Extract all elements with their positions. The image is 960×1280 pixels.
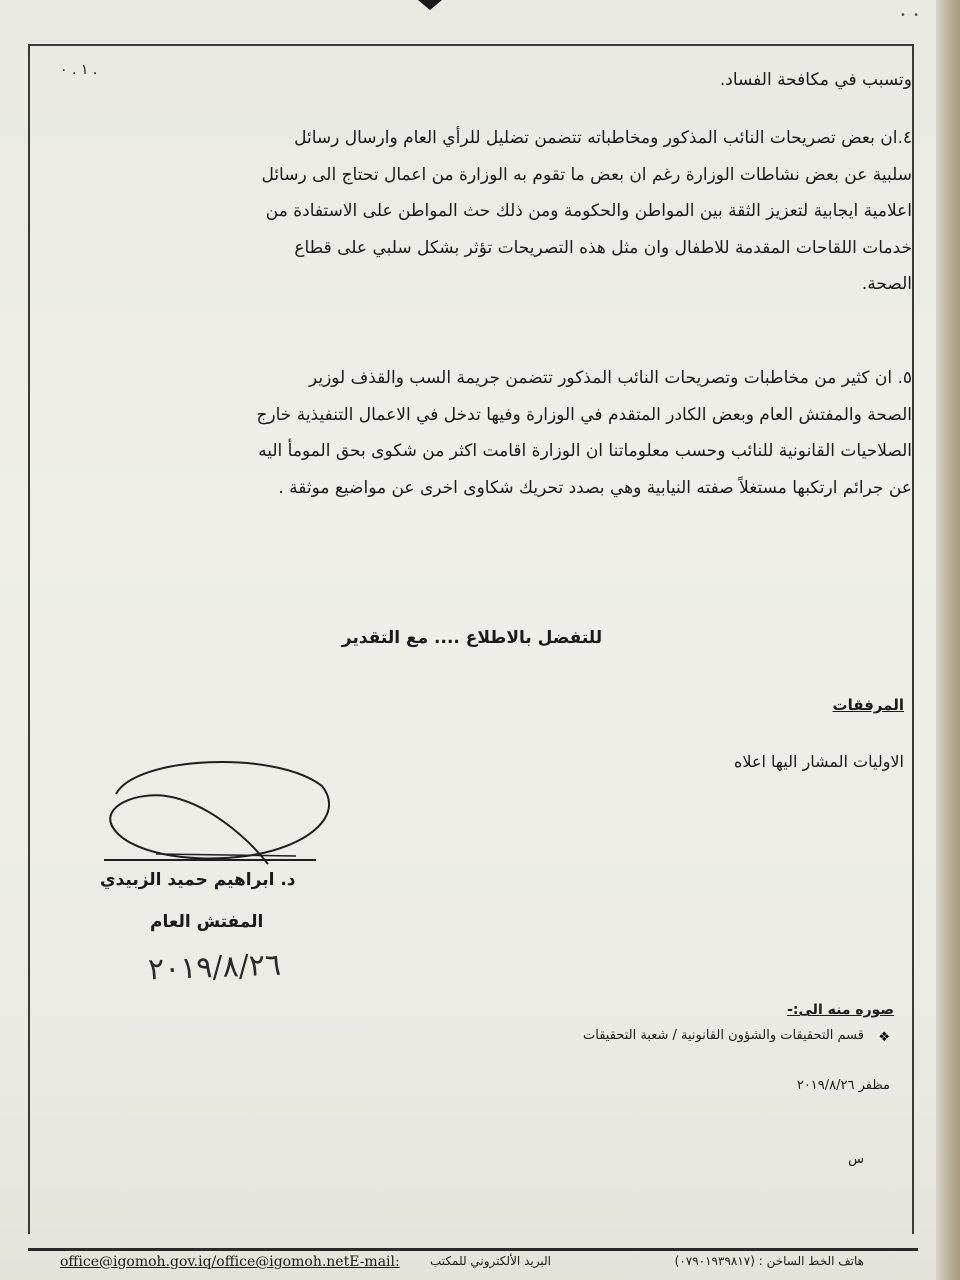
signer-title: المفتش العام [150, 912, 264, 932]
footer-hotline: هاتف الخط الساخن : (٠٧٩٠١٩٣٩٨١٧) [674, 1254, 864, 1268]
corner-marks: • • [900, 10, 921, 21]
item-4-paragraph [42, 120, 912, 303]
envelope-note: مظفر ٢٠١٩/٨/٢٦ [796, 1078, 890, 1093]
item-4-line: الصحة. [861, 274, 912, 294]
item-5-line: الصلاحيات القانونية للنائب وحسب معلوماتنا ان الوزارة اقامت اكثر من شكوى بحق المومأ اليه [258, 441, 912, 461]
footer-email-label: البريد الألكتروني للمكتب [430, 1254, 551, 1268]
item-5-line: عن جرائم ارتكبها مستغلاً صفته النيابية وهي بصدد تحريك شكاوى اخرى عن مواضيع موثقة . [278, 477, 912, 498]
item-4-line: خدمات اللقاحات المقدمة للاطفال وان مثل هذه التصريحات تؤثر بشكل سلبي على قطاع [294, 237, 912, 258]
attachments-title: المرفقات [832, 696, 904, 714]
attachments-text: الاوليات المشار اليها اعلاه [734, 752, 904, 771]
item-4-line: اعلامية ايجابية لتعزيز الثقة بين المواطن والحكومة ومن ذلك حث المواطن على الاستفادة من [265, 201, 912, 221]
top-fragment [42, 62, 912, 99]
signer-name: د. ابراهيم حميد الزبيدي [100, 870, 296, 890]
signature-scribble [96, 756, 336, 876]
item-4-line: ٤.ان بعض تصريحات النائب المذكور ومخاطباته تتضمن تضليل للرأي العام وارسال رسائل [294, 128, 912, 148]
diamond-bullet-icon: ❖ [878, 1030, 890, 1045]
footer-email: office@igomoh.gov.iq/office@igomoh.netE-mail: [60, 1254, 400, 1270]
copy-to-item: قسم التحقيقات والشؤون القانونية / شعبة التحقيقات [583, 1028, 864, 1043]
typist-initial: س [848, 1152, 864, 1167]
item-5-line: الصحة والمفتش العام وبعض الكادر المتقدم في الوزارة وفيها تدخل في الاعمال التنفيذية خارج [256, 404, 912, 425]
closing-line: للتفضل بالاطلاع .... مع التقدير [341, 628, 603, 648]
item-5-paragraph [42, 360, 912, 506]
item-5-line: ٥. ان كثير من مخاطبات وتصريحات النائب المذكور تتضمن جريمة السب والقذف لوزير [308, 368, 912, 388]
copy-to-title: صوره منه الى:- [787, 1002, 894, 1018]
page-marker: ١ . ٠ . [60, 62, 98, 78]
handwritten-date: ٢٠١٩/٨/٢٦ [147, 947, 282, 988]
footer-divider [28, 1248, 918, 1251]
item-4-line: سلبية عن بعض نشاطات الوزارة رغم ان بعض ما تقوم به الوزارة من اعمال تحتاج الى رسائل [261, 164, 912, 185]
top-fragment-line: وتسبب في مكافحة الفساد. [719, 70, 912, 90]
